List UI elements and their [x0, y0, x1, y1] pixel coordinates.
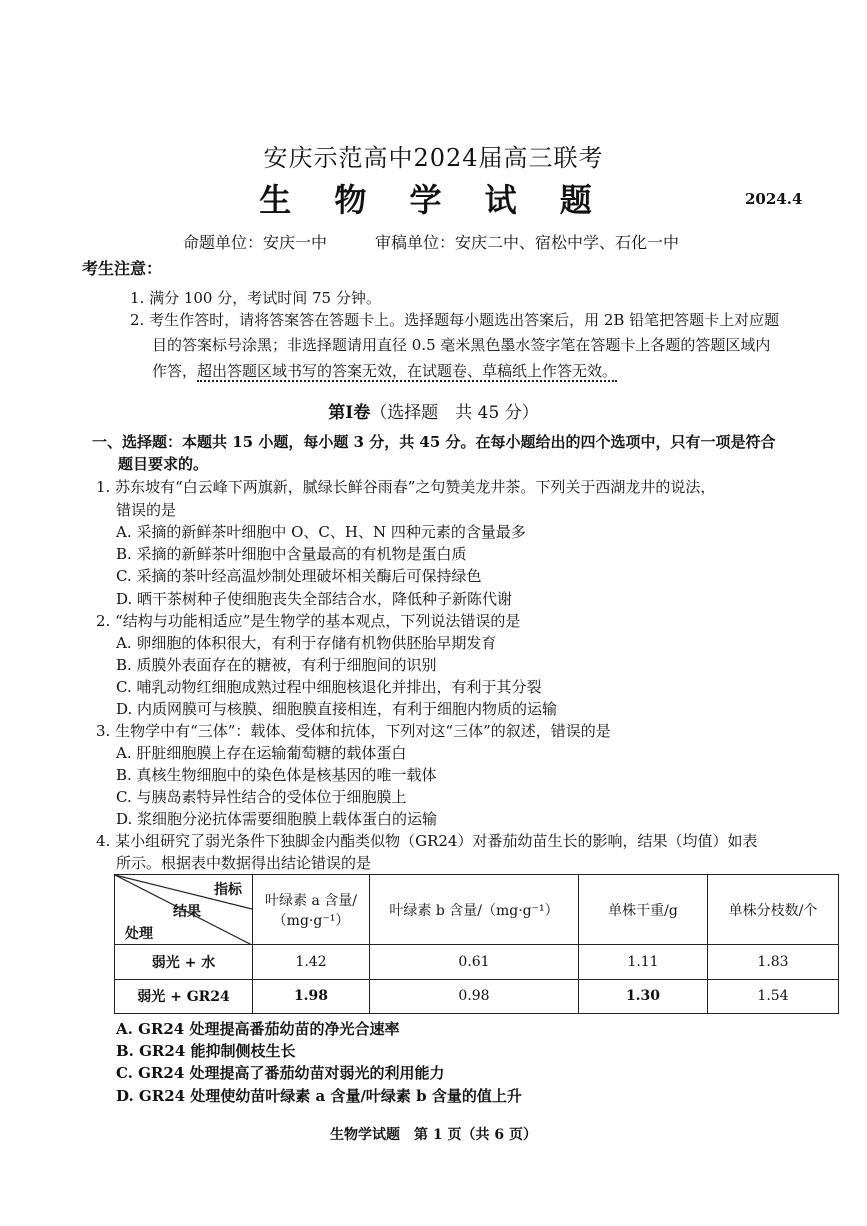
section-title-rest: （选择题 共 45 分） — [370, 403, 539, 423]
question-1-option-a: A. 采摘的新鲜茶叶细胞中 O、C、H、N 四种元素的含量最多 — [116, 523, 526, 541]
question-1-stem-line-2: 错误的是 — [116, 501, 177, 519]
question-3-stem: 3. 生物学中有“三体”：载体、受体和抗体，下列对这“三体”的叙述，错误的是 — [96, 722, 611, 740]
question-1-stem-line-1: 1. 苏东坡有“白云峰下两旗新，腻绿长鲜谷雨春”之句赞美龙井茶。下列关于西湖龙井的说法， — [96, 478, 716, 496]
exam-date: 2024.4 — [745, 190, 803, 208]
question-2-stem: 2. “结构与功能相适应”是生物学的基本观点，下列说法错误的是 — [96, 612, 521, 630]
header-branch-count: 单株分枝数/个 — [708, 875, 839, 945]
question-4-stem-line-1: 4. 某小组研究了弱光条件下独脚金内酯类似物（GR24）对番茄幼苗生长的影响，结果（均值）如表 — [96, 832, 758, 850]
table-cell: 0.98 — [370, 979, 579, 1014]
table-header-row — [115, 875, 839, 945]
results-table — [114, 874, 839, 1014]
question-1-option-c: C. 采摘的茶叶经高温炒制处理破坏相关酶后可保持绿色 — [116, 567, 482, 585]
row-label: 弱光 + 水 — [115, 945, 253, 980]
table-cell: 1.42 — [253, 945, 370, 980]
table-cell: 1.54 — [708, 979, 839, 1014]
exam-units: 命题单位：安庆一中 审稿单位：安庆二中、宿松中学、石化一中 — [183, 233, 680, 252]
subject-title: 生 物 学 试 题 — [259, 181, 608, 219]
table-row — [115, 979, 839, 1014]
question-4-option-c: C. GR24 处理提高了番茄幼苗对弱光的利用能力 — [116, 1064, 445, 1082]
table-corner-cell — [115, 875, 253, 945]
question-2-option-c: C. 哺乳动物红细胞成熟过程中细胞核退化并排出，有利于其分裂 — [116, 678, 542, 696]
notice-item-2-line-2: 目的答案标号涂黑；非选择题请用直径 0.5 毫米黑色墨水签字笔在答题卡上各题的答题区域内 — [152, 336, 771, 354]
page-footer: 生物学试题 第 1 页（共 6 页） — [330, 1127, 537, 1143]
notice-item-2-line-1: 2. 考生作答时，请将答案答在答题卡上。选择题每小题选出答案后，用 2B 铅笔把答题卡上对应题 — [130, 311, 780, 329]
question-1-option-d: D. 晒干茶树种子使细胞丧失全部结合水，降低种子新陈代谢 — [116, 590, 513, 608]
question-3-option-b: B. 真核生物细胞中的染色体是核基因的唯一载体 — [116, 766, 437, 784]
table-cell: 1.98 — [253, 979, 370, 1014]
question-3-option-c: C. 与胰岛素特异性结合的受体位于细胞膜上 — [116, 788, 407, 806]
corner-label-result: 结果 — [173, 904, 201, 920]
question-3-option-a: A. 肝脏细胞膜上存在运输葡萄糖的载体蛋白 — [116, 744, 407, 762]
question-4-stem-line-2: 所示。根据表中数据得出结论错误的是 — [116, 854, 372, 872]
section-instruction-line-1: 一、选择题：本题共 15 小题，每小题 3 分，共 45 分。在每小题给出的四个选项中，只有一项是符合 — [92, 433, 776, 451]
table-cell: 1.11 — [579, 945, 708, 980]
notice-emphasis: 超出答题区域书写的答案无效，在试题卷、草稿纸上作答无效。 — [197, 362, 618, 380]
corner-label-indicator: 指标 — [214, 882, 242, 898]
table-cell: 1.30 — [579, 979, 708, 1014]
section-title — [0, 398, 867, 423]
notice-item-2-line-3-prefix: 作答， — [152, 362, 198, 380]
question-4-option-b: B. GR24 能抑制侧枝生长 — [116, 1042, 296, 1060]
header-dry-weight: 单株干重/g — [579, 875, 708, 945]
question-1-option-b: B. 采摘的新鲜茶叶细胞中含量最高的有机物是蛋白质 — [116, 545, 467, 563]
notice-item-1: 1. 满分 100 分，考试时间 75 分钟。 — [130, 289, 381, 307]
question-2-option-d: D. 内质网膜可与核膜、细胞膜直接相连，有利于细胞内物质的运输 — [116, 700, 558, 718]
section-title-bold: 第Ⅰ卷 — [328, 403, 371, 423]
corner-label-treatment: 处理 — [125, 926, 153, 942]
question-2-option-a: A. 卵细胞的体积很大，有利于存储有机物供胚胎早期发育 — [116, 634, 497, 652]
question-2-option-b: B. 质膜外表面存在的糖被，有利于细胞间的识别 — [116, 656, 437, 674]
notice-heading: 考生注意： — [82, 259, 163, 278]
header-chlorophyll-a: 叶绿素 a 含量/（mg·g⁻¹） — [253, 875, 370, 945]
question-4-option-d: D. GR24 处理使幼苗叶绿素 a 含量/叶绿素 b 含量的值上升 — [116, 1087, 522, 1105]
notice-item-2-line-3 — [152, 360, 617, 382]
row-label: 弱光 + GR24 — [115, 979, 253, 1014]
table-cell: 1.83 — [708, 945, 839, 980]
question-3-option-d: D. 浆细胞分泌抗体需要细胞膜上载体蛋白的运输 — [116, 810, 438, 828]
question-4-option-a: A. GR24 处理提高番茄幼苗的净光合速率 — [116, 1020, 400, 1038]
table-cell: 0.61 — [370, 945, 579, 980]
table-row — [115, 945, 839, 980]
exam-title: 安庆示范高中2024届高三联考 — [263, 144, 604, 172]
header-chlorophyll-b: 叶绿素 b 含量/（mg·g⁻¹） — [370, 875, 579, 945]
section-instruction-line-2: 题目要求的。 — [118, 455, 209, 473]
